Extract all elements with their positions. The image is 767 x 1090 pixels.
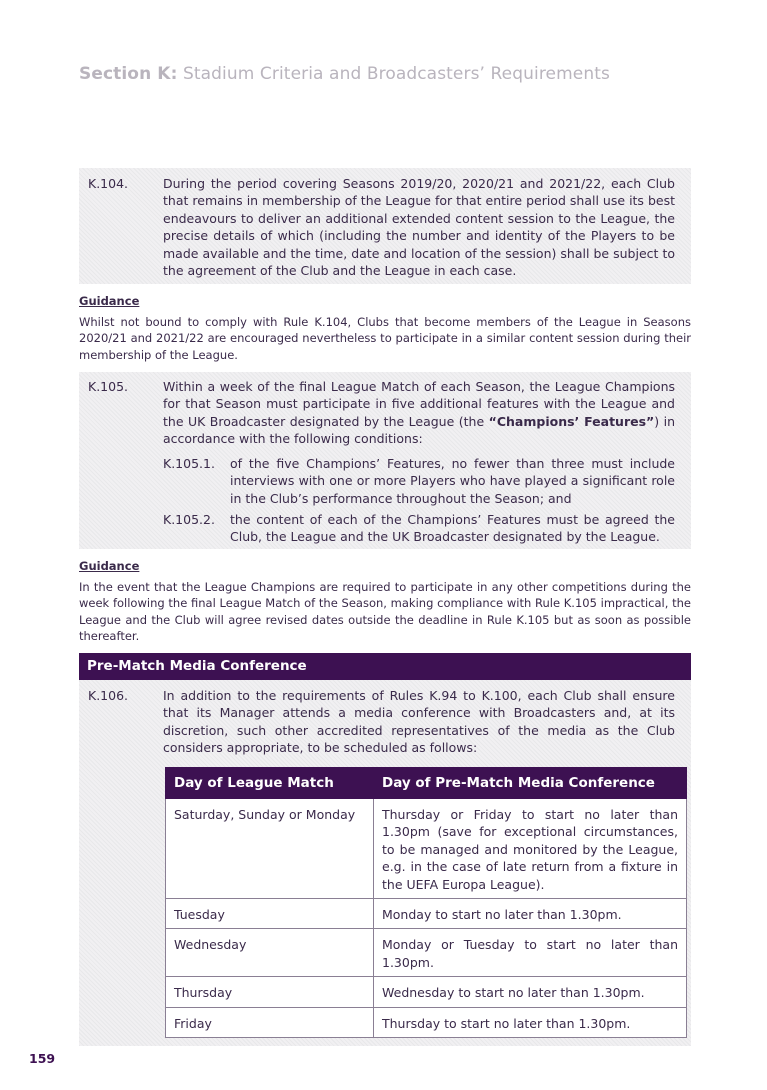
- rule-text-part: ) in accordance with the following conditions:: [163, 413, 675, 447]
- table-cell: Monday to start no later than 1.30pm.: [374, 899, 687, 929]
- sub-rule-text: the content of each of the Champions’ Features must be agreed the Club, the League and the UK Broadcaster designated by the League.: [230, 512, 675, 545]
- sub-rule-text: of the five Champions’ Features, no fewer than three must include interviews with one or more Players who have played a significant role in the Club’s performance throughout the Season; and: [230, 456, 675, 506]
- rule-text-part: Within a week of the final League Match of each Season, the League Champions for that Season must participate in five additional features with the League and the UK Broadcaster designated by the League (the: [163, 379, 675, 429]
- table-cell: Monday or Tuesday to start no later than 1.30pm.: [374, 929, 687, 977]
- page-number: 159: [29, 1051, 56, 1066]
- table-cell: Thursday or Friday to start no later than 1.30pm (save for exceptional circumstances, to be managed and monitored by the League, e.g. in the case of late return from a fixture in the UEFA Europa League).: [374, 799, 687, 899]
- guidance-text: In the event that the League Champions are required to participate in any other competitions during the week following the final League Match of the Season, making compliance with Rule K.105 impractical, the League and the Club will agree revised dates outside the deadline in Rule K.105 but as soon as possible thereafter.: [79, 580, 691, 644]
- rule-text: In addition to the requirements of Rules K.94 to K.100, each Club shall ensure that its Manager attends a media conference with Broadcasters and, at its discretion, such other accredited representatives of the media as the Club considers appropriate, to be scheduled as follows:: [163, 688, 675, 756]
- table-header-row: [166, 768, 687, 799]
- section-label: Section K:: [79, 64, 178, 84]
- table-cell: Saturday, Sunday or Monday: [166, 799, 374, 899]
- table-cell: Thursday: [166, 977, 374, 1007]
- table-row: [166, 899, 687, 929]
- table-cell: Wednesday to start no later than 1.30pm.: [374, 977, 687, 1007]
- rule-k104-box: [79, 168, 691, 284]
- table-header: Day of Pre-Match Media Conference: [374, 768, 687, 799]
- table-row: [166, 929, 687, 977]
- sub-rule-number: K.105.2.: [163, 512, 215, 527]
- table-row: [166, 1007, 687, 1037]
- table-cell: Friday: [166, 1007, 374, 1037]
- rule-k105-box: [79, 372, 691, 549]
- table-cell: Thursday to start no later than 1.30pm.: [374, 1007, 687, 1037]
- section-title-text: Stadium Criteria and Broadcasters’ Requirements: [177, 64, 610, 84]
- rule-number: K.106.: [88, 688, 129, 703]
- rule-text: [163, 378, 675, 448]
- section-heading-bar: Pre-Match Media Conference: [79, 653, 691, 680]
- media-conference-table: [165, 767, 687, 1038]
- table-row: [166, 799, 687, 899]
- guidance-heading: Guidance: [79, 294, 140, 308]
- table-header: Day of League Match: [166, 768, 374, 799]
- section-title: [79, 64, 610, 84]
- defined-term: “Champions’ Features”: [488, 413, 655, 429]
- sub-rule-number: K.105.1.: [163, 456, 215, 471]
- rule-text: During the period covering Seasons 2019/20, 2020/21 and 2021/22, each Club that remains in membership of the League for that entire period shall use its best endeavours to deliver an additional extended content session to the League, the precise details of which (including the number and identity of the Players to be made available and the time, date and location of the session) shall be subject to the agreement of the Club and the League in each case.: [163, 176, 675, 279]
- table-cell: Wednesday: [166, 929, 374, 977]
- guidance-heading: Guidance: [79, 559, 140, 573]
- rule-number: K.104.: [88, 176, 129, 191]
- guidance-text: Whilst not bound to comply with Rule K.104, Clubs that become members of the League in Seasons 2020/21 and 2021/22 are encouraged nevertheless to participate in a similar content session during their membership of the League.: [79, 315, 691, 362]
- rule-number: K.105.: [88, 379, 129, 394]
- table-row: [166, 977, 687, 1007]
- table-cell: Tuesday: [166, 899, 374, 929]
